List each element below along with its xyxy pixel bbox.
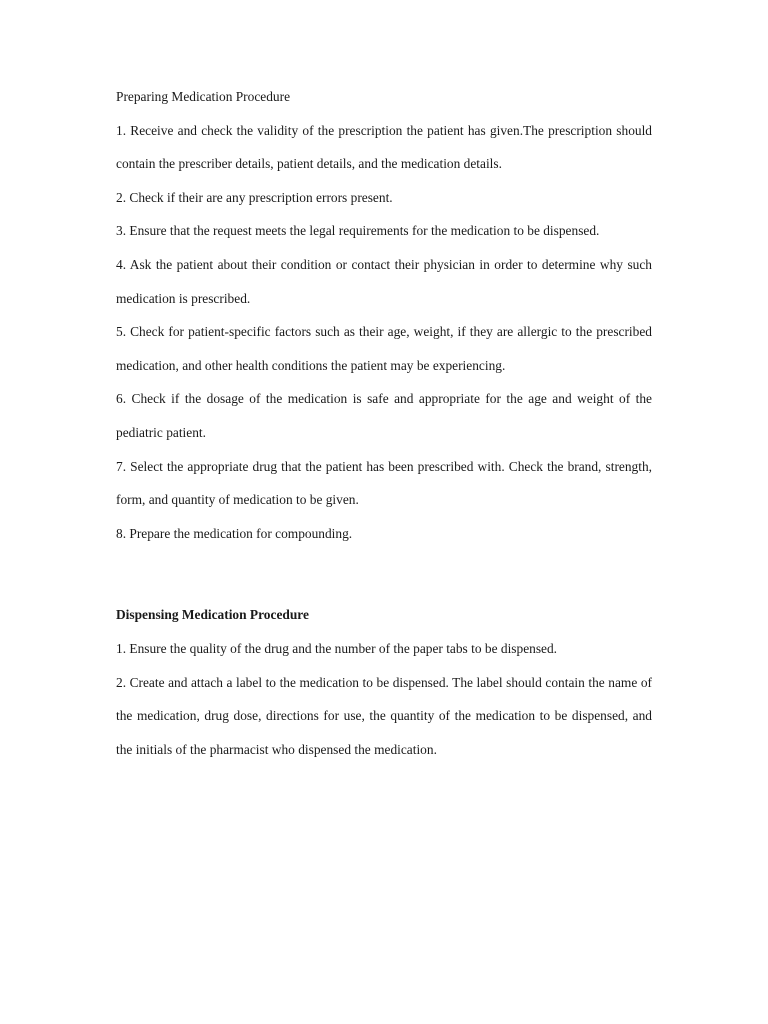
preparing-step-2: 2. Check if their are any prescription errors present. bbox=[116, 189, 393, 205]
preparing-step-8: 8. Prepare the medication for compounding. bbox=[116, 525, 353, 541]
dispensing-step-2: 2. Create and attach a label to the medication to be dispensed. The label should contain the name of the medication, drug dose, directions for use, the quantity of the medication to be dispensed, and the initials of the pharmacist who dispensed the medication. bbox=[116, 674, 652, 757]
dispensing-title: Dispensing Medication Procedure bbox=[116, 607, 309, 623]
preparing-step-7: 7. Select the appropriate drug that the patient has been prescribed with. Check the brand, strength, form, and quantity of medication to be given. bbox=[116, 458, 652, 508]
dispensing-step-1: 1. Ensure the quality of the drug and the number of the paper tabs to be dispensed. bbox=[116, 640, 558, 656]
section-spacer bbox=[116, 550, 652, 598]
preparing-step-3: 3. Ensure that the request meets the legal requirements for the medication to be dispensed. bbox=[116, 223, 600, 239]
preparing-step-5: 5. Check for patient-specific factors such as their age, weight, if they are allergic to the prescribed medication, and other health conditions the patient may be experiencing. bbox=[116, 324, 652, 373]
preparing-step-1: 1. Receive and check the validity of the prescription the patient has given.The prescription should contain the prescriber details, patient details, and the medication details. bbox=[116, 122, 652, 172]
document-page bbox=[116, 80, 652, 766]
preparing-step-6: 6. Check if the dosage of the medication is safe and appropriate for the age and weight of the pediatric patient. bbox=[116, 391, 652, 440]
preparing-step-4: 4. Ask the patient about their condition or contact their physician in order to determine why such medication is prescribed. bbox=[116, 256, 652, 306]
preparing-title: Preparing Medication Procedure bbox=[116, 89, 291, 104]
